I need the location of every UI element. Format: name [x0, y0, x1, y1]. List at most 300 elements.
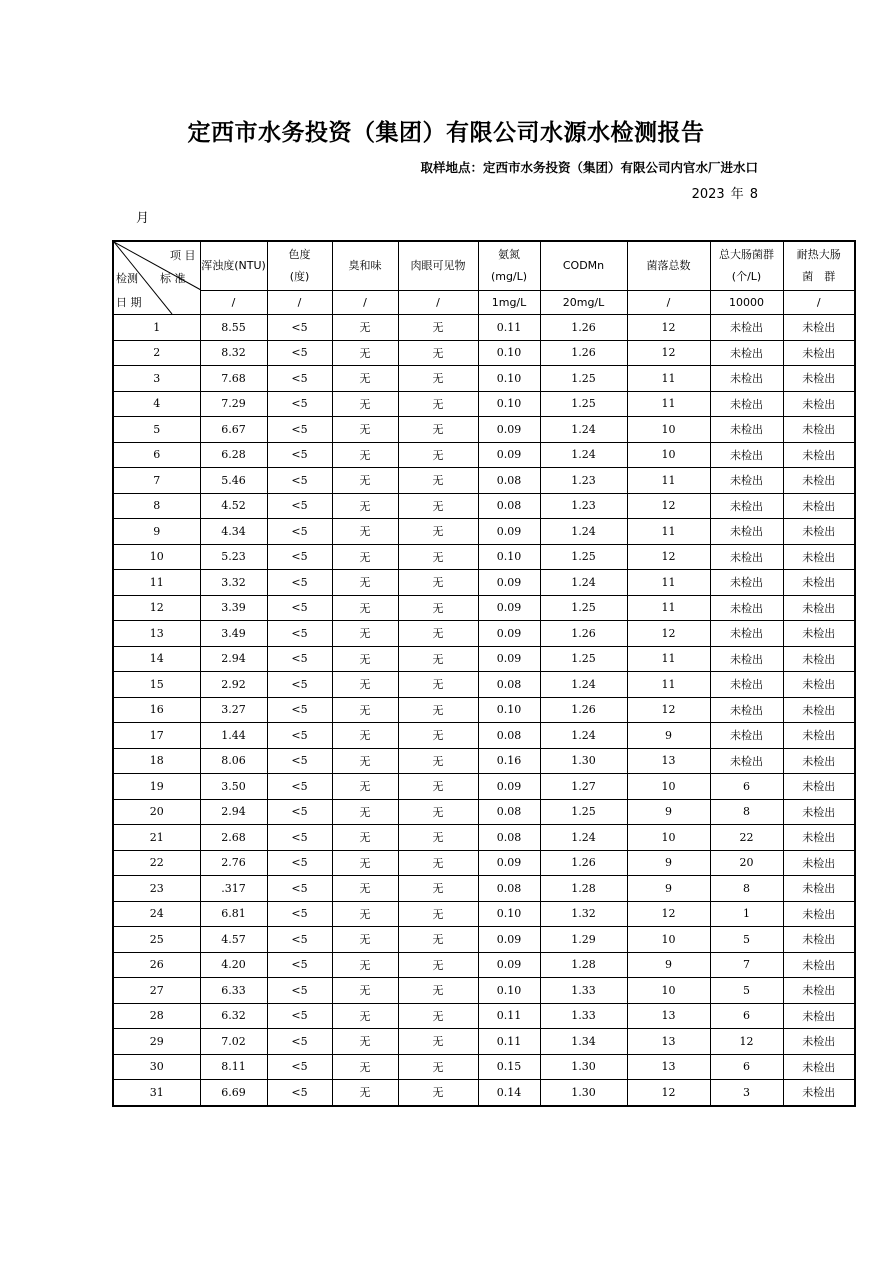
value-cell: 1.24 — [540, 442, 627, 468]
day-cell: 30 — [113, 1054, 200, 1080]
value-cell: <5 — [267, 570, 332, 596]
value-cell: 7 — [710, 952, 783, 978]
day-cell: 18 — [113, 748, 200, 774]
value-cell: 0.09 — [478, 952, 540, 978]
day-cell: 7 — [113, 468, 200, 494]
value-cell: 3.27 — [200, 697, 267, 723]
value-cell: 12 — [627, 621, 710, 647]
value-cell: 4.57 — [200, 927, 267, 953]
standard-cell: / — [267, 291, 332, 315]
header-row — [113, 241, 855, 291]
value-cell: 3.32 — [200, 570, 267, 596]
value-cell: 20 — [710, 850, 783, 876]
value-cell: 未检出 — [783, 774, 855, 800]
value-cell: 未检出 — [783, 595, 855, 621]
value-cell: 9 — [627, 850, 710, 876]
report-year — [686, 183, 758, 202]
table-row — [113, 1029, 855, 1055]
value-cell: 6.69 — [200, 1080, 267, 1106]
value-cell: 1.24 — [540, 723, 627, 749]
table-row — [113, 468, 855, 494]
value-cell: 未检出 — [783, 825, 855, 851]
value-cell: 11 — [627, 672, 710, 698]
value-cell: 未检出 — [783, 672, 855, 698]
column-header — [478, 241, 540, 291]
day-cell: 17 — [113, 723, 200, 749]
value-cell: 11 — [627, 570, 710, 596]
table-row — [113, 1054, 855, 1080]
value-cell: <5 — [267, 315, 332, 341]
value-cell: 未检出 — [710, 315, 783, 341]
value-cell: <5 — [267, 340, 332, 366]
value-cell: 1.30 — [540, 748, 627, 774]
value-cell: 10 — [627, 927, 710, 953]
value-cell: 6.28 — [200, 442, 267, 468]
table-row — [113, 1080, 855, 1106]
value-cell: 0.10 — [478, 544, 540, 570]
table-row — [113, 748, 855, 774]
column-header-line1: 菌落总数 — [646, 259, 691, 272]
value-cell: 0.14 — [478, 1080, 540, 1106]
value-cell: 无 — [398, 1029, 478, 1055]
value-cell: 无 — [332, 927, 398, 953]
day-cell: 19 — [113, 774, 200, 800]
value-cell: <5 — [267, 544, 332, 570]
table-row — [113, 774, 855, 800]
value-cell: 11 — [627, 468, 710, 494]
value-cell: 0.09 — [478, 850, 540, 876]
day-cell: 5 — [113, 417, 200, 443]
value-cell: 无 — [332, 468, 398, 494]
value-cell: 2.92 — [200, 672, 267, 698]
value-cell: 10 — [627, 978, 710, 1004]
value-cell: 0.10 — [478, 366, 540, 392]
table-row — [113, 672, 855, 698]
value-cell: 13 — [627, 1003, 710, 1029]
value-cell: 1.28 — [540, 876, 627, 902]
day-cell: 28 — [113, 1003, 200, 1029]
value-cell: 未检出 — [783, 1080, 855, 1106]
value-cell: 5.23 — [200, 544, 267, 570]
value-cell: 1.26 — [540, 315, 627, 341]
value-cell: 5 — [710, 927, 783, 953]
value-cell: 1.23 — [540, 493, 627, 519]
value-cell: 无 — [398, 442, 478, 468]
value-cell: 无 — [398, 315, 478, 341]
value-cell: 无 — [398, 876, 478, 902]
day-cell: 26 — [113, 952, 200, 978]
value-cell: 未检出 — [710, 697, 783, 723]
value-cell: 未检出 — [783, 417, 855, 443]
value-cell: 无 — [332, 391, 398, 417]
value-cell: 1 — [710, 901, 783, 927]
value-cell: 无 — [332, 825, 398, 851]
value-cell: .317 — [200, 876, 267, 902]
table-row — [113, 850, 855, 876]
value-cell: 12 — [627, 340, 710, 366]
value-cell: <5 — [267, 391, 332, 417]
value-cell: <5 — [267, 927, 332, 953]
table-row — [113, 417, 855, 443]
table-row — [113, 825, 855, 851]
value-cell: 0.08 — [478, 723, 540, 749]
day-cell: 1 — [113, 315, 200, 341]
value-cell: 1.25 — [540, 544, 627, 570]
value-cell: 未检出 — [783, 442, 855, 468]
value-cell: <5 — [267, 850, 332, 876]
value-cell: 无 — [332, 1054, 398, 1080]
table-row — [113, 519, 855, 545]
value-cell: 未检出 — [710, 595, 783, 621]
table-row — [113, 952, 855, 978]
corner-date-label: 日 期 — [116, 296, 142, 309]
value-cell: 0.08 — [478, 825, 540, 851]
standard-cell: / — [627, 291, 710, 315]
year-value: 2023 — [691, 187, 725, 202]
table-row — [113, 697, 855, 723]
value-cell: 无 — [332, 442, 398, 468]
value-cell: 未检出 — [710, 621, 783, 647]
value-cell: 无 — [332, 621, 398, 647]
value-cell: 8.06 — [200, 748, 267, 774]
value-cell: 10 — [627, 442, 710, 468]
column-header-line1: 臭和味 — [348, 259, 382, 272]
value-cell: 3.49 — [200, 621, 267, 647]
value-cell: 未检出 — [783, 1003, 855, 1029]
value-cell: 未检出 — [710, 366, 783, 392]
value-cell: 未检出 — [783, 391, 855, 417]
value-cell: 无 — [398, 621, 478, 647]
value-cell: 无 — [332, 1003, 398, 1029]
value-cell: 3.50 — [200, 774, 267, 800]
column-header — [783, 241, 855, 291]
water-quality-table — [112, 240, 856, 1107]
value-cell: 0.15 — [478, 1054, 540, 1080]
value-cell: 未检出 — [710, 340, 783, 366]
value-cell: 4.52 — [200, 493, 267, 519]
value-cell: 无 — [332, 544, 398, 570]
value-cell: 4.34 — [200, 519, 267, 545]
value-cell: 无 — [398, 595, 478, 621]
value-cell: 无 — [398, 901, 478, 927]
table-body — [113, 241, 855, 1106]
value-cell: 7.02 — [200, 1029, 267, 1055]
sample-location: 取样地点：定西市水务投资（集团）有限公司内官水厂进水口 — [420, 160, 758, 175]
value-cell: 无 — [332, 952, 398, 978]
value-cell: 未检出 — [783, 901, 855, 927]
value-cell: 无 — [332, 876, 398, 902]
table-row — [113, 1003, 855, 1029]
value-cell: 0.09 — [478, 595, 540, 621]
day-cell: 11 — [113, 570, 200, 596]
value-cell: 12 — [627, 493, 710, 519]
month-value: 8 — [749, 187, 758, 202]
value-cell: 无 — [332, 672, 398, 698]
value-cell: 8 — [710, 799, 783, 825]
value-cell: 2.68 — [200, 825, 267, 851]
value-cell: 1.25 — [540, 646, 627, 672]
value-cell: 12 — [627, 697, 710, 723]
value-cell: 6.33 — [200, 978, 267, 1004]
value-cell: <5 — [267, 697, 332, 723]
value-cell: 1.44 — [200, 723, 267, 749]
table-row — [113, 366, 855, 392]
value-cell: 9 — [627, 952, 710, 978]
column-header — [332, 241, 398, 291]
standard-cell: / — [783, 291, 855, 315]
value-cell: 2.94 — [200, 799, 267, 825]
day-cell: 10 — [113, 544, 200, 570]
value-cell: 无 — [332, 340, 398, 366]
value-cell: 13 — [627, 748, 710, 774]
column-header — [398, 241, 478, 291]
value-cell: 3 — [710, 1080, 783, 1106]
value-cell: 0.09 — [478, 774, 540, 800]
value-cell: 11 — [627, 519, 710, 545]
value-cell: 1.32 — [540, 901, 627, 927]
table-row — [113, 723, 855, 749]
value-cell: 0.08 — [478, 799, 540, 825]
value-cell: <5 — [267, 646, 332, 672]
value-cell: <5 — [267, 621, 332, 647]
month-label: 月 — [136, 211, 150, 226]
value-cell: 0.08 — [478, 876, 540, 902]
value-cell: 2.76 — [200, 850, 267, 876]
value-cell: 0.09 — [478, 927, 540, 953]
value-cell: 11 — [627, 391, 710, 417]
column-header — [627, 241, 710, 291]
standards-row — [113, 291, 855, 315]
day-cell: 23 — [113, 876, 200, 902]
value-cell: <5 — [267, 723, 332, 749]
value-cell: 无 — [398, 952, 478, 978]
value-cell: 未检出 — [710, 544, 783, 570]
value-cell: 1.30 — [540, 1080, 627, 1106]
value-cell: 无 — [398, 366, 478, 392]
column-header — [540, 241, 627, 291]
value-cell: 无 — [398, 799, 478, 825]
column-header-line1: 耐热大肠 — [796, 248, 841, 261]
value-cell: 7.29 — [200, 391, 267, 417]
value-cell: 0.10 — [478, 978, 540, 1004]
value-cell: 未检出 — [783, 544, 855, 570]
value-cell: 6 — [710, 1054, 783, 1080]
year-label: 年 — [730, 187, 744, 202]
table-row — [113, 315, 855, 341]
value-cell: <5 — [267, 493, 332, 519]
value-cell: 0.08 — [478, 468, 540, 494]
table-row — [113, 595, 855, 621]
value-cell: <5 — [267, 978, 332, 1004]
value-cell: 无 — [398, 519, 478, 545]
value-cell: 6 — [710, 1003, 783, 1029]
table-row — [113, 340, 855, 366]
value-cell: 无 — [398, 391, 478, 417]
value-cell: 0.08 — [478, 493, 540, 519]
day-cell: 27 — [113, 978, 200, 1004]
value-cell: 12 — [627, 901, 710, 927]
day-cell: 8 — [113, 493, 200, 519]
column-header-line1: 浑浊度(NTU) — [201, 259, 266, 272]
value-cell: 无 — [398, 697, 478, 723]
value-cell: 1.30 — [540, 1054, 627, 1080]
value-cell: 0.11 — [478, 1029, 540, 1055]
table-row — [113, 570, 855, 596]
value-cell: 1.25 — [540, 799, 627, 825]
value-cell: 未检出 — [783, 493, 855, 519]
value-cell: 12 — [627, 544, 710, 570]
value-cell: 无 — [332, 748, 398, 774]
value-cell: 10 — [627, 825, 710, 851]
column-header-line1: CODMn — [562, 259, 605, 272]
value-cell: 1.33 — [540, 1003, 627, 1029]
value-cell: 无 — [332, 417, 398, 443]
value-cell: 无 — [332, 978, 398, 1004]
value-cell: 1.28 — [540, 952, 627, 978]
value-cell: 2.94 — [200, 646, 267, 672]
value-cell: 5.46 — [200, 468, 267, 494]
value-cell: 未检出 — [783, 340, 855, 366]
value-cell: 6.81 — [200, 901, 267, 927]
value-cell: 未检出 — [783, 519, 855, 545]
value-cell: <5 — [267, 672, 332, 698]
column-header-line2: 菌 群 — [802, 270, 836, 283]
value-cell: 1.34 — [540, 1029, 627, 1055]
value-cell: <5 — [267, 952, 332, 978]
value-cell: <5 — [267, 519, 332, 545]
value-cell: 0.08 — [478, 672, 540, 698]
value-cell: 未检出 — [783, 799, 855, 825]
value-cell: 未检出 — [783, 697, 855, 723]
standard-cell: / — [332, 291, 398, 315]
value-cell: 5 — [710, 978, 783, 1004]
value-cell: 1.24 — [540, 825, 627, 851]
column-header-line1: 肉眼可见物 — [410, 259, 466, 272]
value-cell: 1.24 — [540, 417, 627, 443]
value-cell: 6 — [710, 774, 783, 800]
value-cell: 1.24 — [540, 672, 627, 698]
corner-header-cell — [113, 241, 200, 315]
value-cell: 0.09 — [478, 417, 540, 443]
table-row — [113, 391, 855, 417]
value-cell: 0.10 — [478, 340, 540, 366]
table-row — [113, 621, 855, 647]
value-cell: 未检出 — [783, 468, 855, 494]
value-cell: 未检出 — [710, 468, 783, 494]
value-cell: 3.39 — [200, 595, 267, 621]
day-cell: 25 — [113, 927, 200, 953]
value-cell: 未检出 — [710, 672, 783, 698]
value-cell: 11 — [627, 366, 710, 392]
day-cell: 29 — [113, 1029, 200, 1055]
value-cell: 9 — [627, 876, 710, 902]
table-row — [113, 901, 855, 927]
value-cell: 无 — [332, 723, 398, 749]
column-header — [200, 241, 267, 291]
value-cell: 未检出 — [783, 927, 855, 953]
value-cell: 未检出 — [783, 850, 855, 876]
value-cell: 11 — [627, 646, 710, 672]
value-cell: 无 — [398, 825, 478, 851]
value-cell: 无 — [398, 850, 478, 876]
table-row — [113, 876, 855, 902]
value-cell: 无 — [332, 901, 398, 927]
table-row — [113, 927, 855, 953]
value-cell: 无 — [398, 468, 478, 494]
value-cell: 1.26 — [540, 340, 627, 366]
value-cell: 1.26 — [540, 850, 627, 876]
day-cell: 20 — [113, 799, 200, 825]
value-cell: 未检出 — [783, 876, 855, 902]
value-cell: 0.11 — [478, 315, 540, 341]
column-header — [710, 241, 783, 291]
value-cell: 未检出 — [783, 978, 855, 1004]
value-cell: 无 — [332, 1080, 398, 1106]
day-cell: 15 — [113, 672, 200, 698]
value-cell: <5 — [267, 442, 332, 468]
value-cell: 未检出 — [783, 646, 855, 672]
value-cell: 8.32 — [200, 340, 267, 366]
table-row — [113, 799, 855, 825]
table-row — [113, 544, 855, 570]
value-cell: 未检出 — [710, 519, 783, 545]
value-cell: 未检出 — [710, 748, 783, 774]
value-cell: 无 — [332, 595, 398, 621]
value-cell: 未检出 — [710, 723, 783, 749]
day-cell: 24 — [113, 901, 200, 927]
value-cell: 0.16 — [478, 748, 540, 774]
value-cell: 无 — [398, 978, 478, 1004]
value-cell: 无 — [398, 927, 478, 953]
day-cell: 2 — [113, 340, 200, 366]
table-row — [113, 978, 855, 1004]
day-cell: 13 — [113, 621, 200, 647]
table-row — [113, 493, 855, 519]
day-cell: 4 — [113, 391, 200, 417]
value-cell: <5 — [267, 1003, 332, 1029]
value-cell: 无 — [398, 672, 478, 698]
value-cell: 1.29 — [540, 927, 627, 953]
value-cell: 无 — [398, 570, 478, 596]
value-cell: 12 — [710, 1029, 783, 1055]
value-cell: 10 — [627, 774, 710, 800]
value-cell: 22 — [710, 825, 783, 851]
column-header — [267, 241, 332, 291]
value-cell: 未检出 — [710, 391, 783, 417]
value-cell: 8 — [710, 876, 783, 902]
value-cell: 0.09 — [478, 646, 540, 672]
day-cell: 16 — [113, 697, 200, 723]
value-cell: <5 — [267, 366, 332, 392]
value-cell: 无 — [398, 723, 478, 749]
value-cell: 未检出 — [710, 417, 783, 443]
value-cell: 无 — [332, 1029, 398, 1055]
value-cell: 6.32 — [200, 1003, 267, 1029]
value-cell: 0.10 — [478, 391, 540, 417]
value-cell: <5 — [267, 825, 332, 851]
value-cell: <5 — [267, 417, 332, 443]
value-cell: 0.11 — [478, 1003, 540, 1029]
value-cell: 无 — [332, 850, 398, 876]
value-cell: 未检出 — [710, 646, 783, 672]
value-cell: 无 — [332, 697, 398, 723]
value-cell: 1.27 — [540, 774, 627, 800]
value-cell: 无 — [332, 646, 398, 672]
day-cell: 6 — [113, 442, 200, 468]
day-cell: 9 — [113, 519, 200, 545]
value-cell: 1.23 — [540, 468, 627, 494]
column-header-line2: (个/L) — [731, 270, 762, 283]
